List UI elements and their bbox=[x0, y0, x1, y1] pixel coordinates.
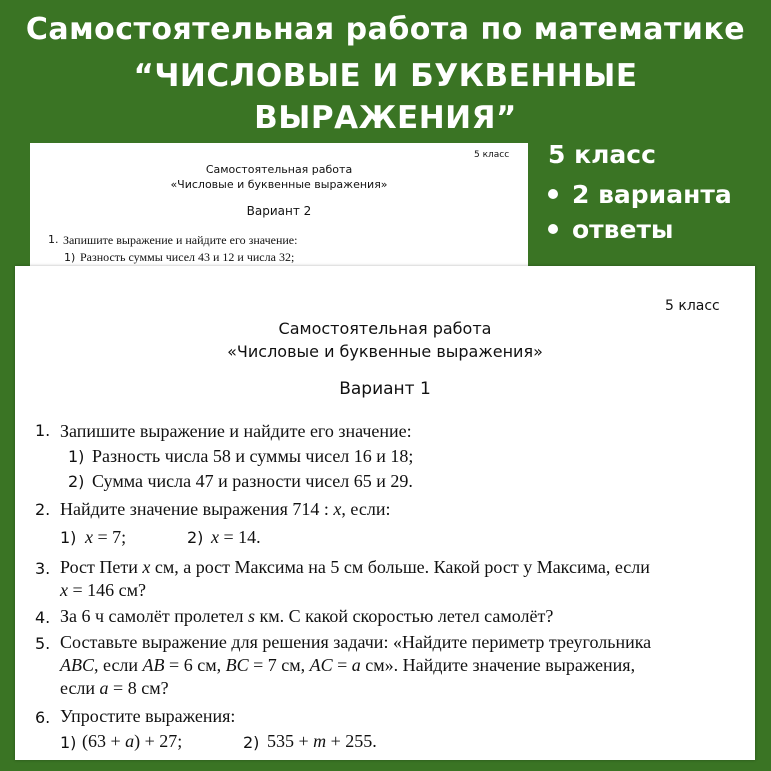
back-task1-text: Запишите выражение и найдите его значение: bbox=[63, 233, 298, 247]
task1-sub1-text: Разность числа 58 и суммы чисел 16 и 18; bbox=[92, 446, 414, 466]
task2-sub1-text: x = 7; bbox=[85, 527, 127, 547]
worksheet-variant-1 bbox=[15, 266, 755, 760]
task3-line2: x = 146 см? bbox=[60, 580, 147, 600]
back-task1-num: 1. bbox=[48, 233, 59, 246]
task1-number: 1. bbox=[35, 421, 51, 440]
header-title-line1: Самостоятельная работа по математике bbox=[25, 12, 746, 47]
task2-sub1-number: 1) bbox=[60, 528, 77, 547]
back-grade: 5 класс bbox=[474, 150, 510, 160]
task5-line3: если a = 8 см? bbox=[60, 678, 169, 698]
task6-number: 6. bbox=[35, 708, 51, 727]
bullet-icon bbox=[548, 189, 558, 199]
task1-sub1-number: 1) bbox=[68, 447, 85, 466]
task3-line1: Рост Пети x см, а рост Максима на 5 см больше. Какой рост у Максима, если bbox=[60, 557, 650, 577]
task5-line2: ABC, если AB = 6 см, BC = 7 см, AC = a см». Найдите значение выражения, bbox=[60, 655, 636, 675]
task6-sub1-number: 1) bbox=[60, 733, 77, 752]
side-item-variants bbox=[548, 180, 732, 209]
header-title-line2: “ЧИСЛОВЫЕ И БУКВЕННЫЕ bbox=[133, 58, 638, 94]
task5-line1: Составьте выражение для решения задачи: «Найдите периметр треугольника bbox=[60, 632, 652, 652]
front-title-line1: Самостоятельная работа bbox=[278, 319, 492, 338]
task6-text: Упростите выражения: bbox=[60, 706, 236, 726]
front-title-line2: «Числовые и буквенные выражения» bbox=[227, 342, 543, 361]
task1-text: Запишите выражение и найдите его значение: bbox=[60, 421, 412, 441]
back-task1-sub1-num: 1) bbox=[64, 251, 76, 264]
side-item-label: ответы bbox=[572, 215, 674, 244]
front-variant: Вариант 1 bbox=[339, 379, 431, 399]
task5-number: 5. bbox=[35, 634, 51, 653]
side-item-label: 2 варианта bbox=[572, 180, 732, 209]
back-title-line2: «Числовые и буквенные выражения» bbox=[170, 178, 388, 191]
task6-sub2-text: 535 + m + 255. bbox=[267, 731, 377, 751]
task6-sub2-number: 2) bbox=[243, 733, 260, 752]
task6-sub1-text: (63 + a) + 27; bbox=[82, 731, 183, 751]
header-title-line3: ВЫРАЖЕНИЯ” bbox=[254, 100, 517, 136]
task2-text: Найдите значение выражения 714 : x, если: bbox=[60, 499, 391, 519]
back-title-line1: Самостоятельная работа bbox=[205, 163, 353, 176]
bullet-icon bbox=[548, 224, 558, 234]
worksheet-variant-2-preview bbox=[30, 143, 528, 283]
side-grade: 5 класс bbox=[548, 140, 656, 169]
front-grade: 5 класс bbox=[665, 298, 720, 314]
back-task1-sub1-text: Разность суммы чисел 43 и 12 и числа 32; bbox=[80, 250, 295, 264]
task4-number: 4. bbox=[35, 608, 51, 627]
back-variant: Вариант 2 bbox=[246, 204, 312, 218]
task2-sub2-number: 2) bbox=[187, 528, 204, 547]
side-item-answers bbox=[548, 215, 674, 244]
task1-sub2-number: 2) bbox=[68, 472, 85, 491]
task1-sub2-text: Сумма числа 47 и разности чисел 65 и 29. bbox=[92, 471, 413, 491]
task4-text: За 6 ч самолёт пролетел s км. С какой скоростью летел самолёт? bbox=[60, 606, 554, 626]
task2-number: 2. bbox=[35, 500, 51, 519]
task3-number: 3. bbox=[35, 559, 51, 578]
task2-sub2-text: x = 14. bbox=[211, 527, 261, 547]
